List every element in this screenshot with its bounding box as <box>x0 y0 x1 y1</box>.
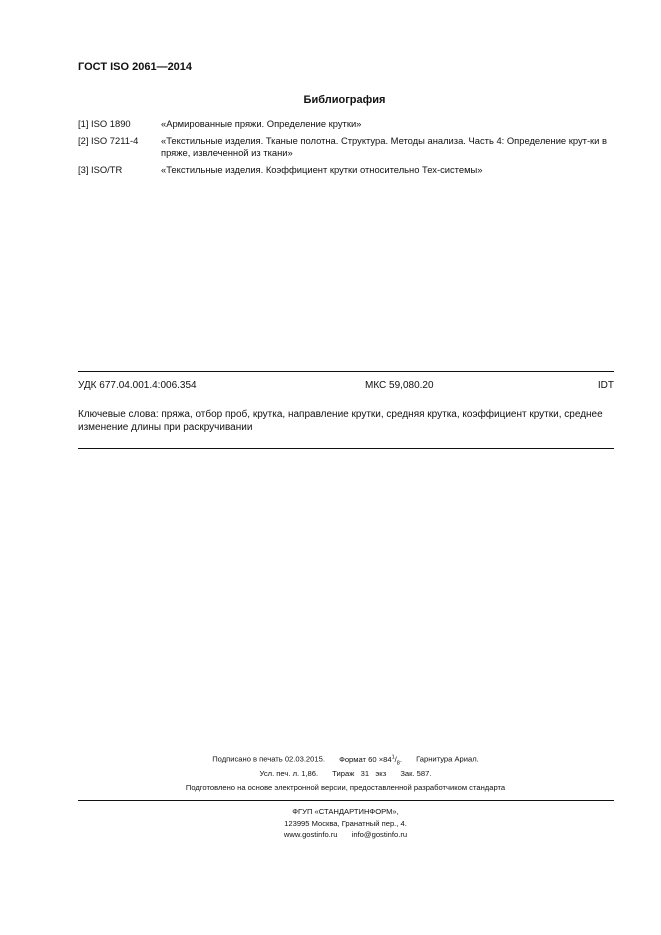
publisher-block <box>0 806 661 841</box>
bibliography-list <box>78 118 618 181</box>
mks-code: МКС 59,080.20 <box>365 380 434 391</box>
order-number: Зак. 587. <box>400 769 432 778</box>
bibliography-item <box>78 164 618 176</box>
typeface: Гарнитура Ариал. <box>416 754 479 764</box>
publisher-address: 123995 Москва, Гранатный пер., 4. <box>284 818 407 828</box>
bibliography-title: Библиография <box>303 94 386 106</box>
bibliography-text: «Текстильные изделия. Коэффициент крутки относительно Тех-системы» <box>161 164 483 175</box>
signed-date: Подписано в печать 02.03.2015. <box>212 754 325 764</box>
equivalence-code: IDT <box>597 380 614 391</box>
bibliography-text: «Армированные пряжи. Определение крутки» <box>161 118 362 129</box>
sheets: Усл. печ. л. 1,86. <box>259 769 319 778</box>
bibliography-ref: [3] ISO/TR <box>78 164 123 175</box>
divider-middle <box>78 448 614 449</box>
divider-top <box>78 371 614 372</box>
publisher-email[interactable]: info@gostinfo.ru <box>351 830 408 839</box>
keywords: Ключевые слова: пряжа, отбор проб, крутка, направление крутки, средняя крутка, коэффициент крутки, среднее изменение длины при раскручивании <box>78 409 603 433</box>
bibliography-item <box>78 135 618 159</box>
divider-footer <box>78 800 614 801</box>
bibliography-item <box>78 118 618 130</box>
format: Формат $60 \times 84^1/_8$. <box>339 754 402 767</box>
print-run: Тираж 31 экз <box>332 769 387 778</box>
udk-code: УДК 677.04.001.4:006.354 <box>78 380 197 391</box>
document-id: ГОСТ ISO 2061—2014 <box>78 61 193 73</box>
publisher-name: ФГУП «СТАНДАРТИНФОРМ», <box>292 807 399 816</box>
imprint-prepared: Подготовлено на основе электронной версии, предоставленной разработчиком стандарта <box>185 783 506 792</box>
bibliography-ref: [1] ISO 1890 <box>78 118 131 129</box>
bibliography-text: «Текстильные изделия. Тканые полотна. Структура. Методы анализа. Часть 4: Определение крут-ки в пряже, извлеченной из ткани» <box>161 135 607 158</box>
classification-row <box>78 380 614 391</box>
bibliography-ref: [2] ISO 7211-4 <box>78 135 139 146</box>
publisher-website[interactable]: www.gostinfo.ru <box>283 830 338 839</box>
publisher-contacts <box>30 829 661 841</box>
